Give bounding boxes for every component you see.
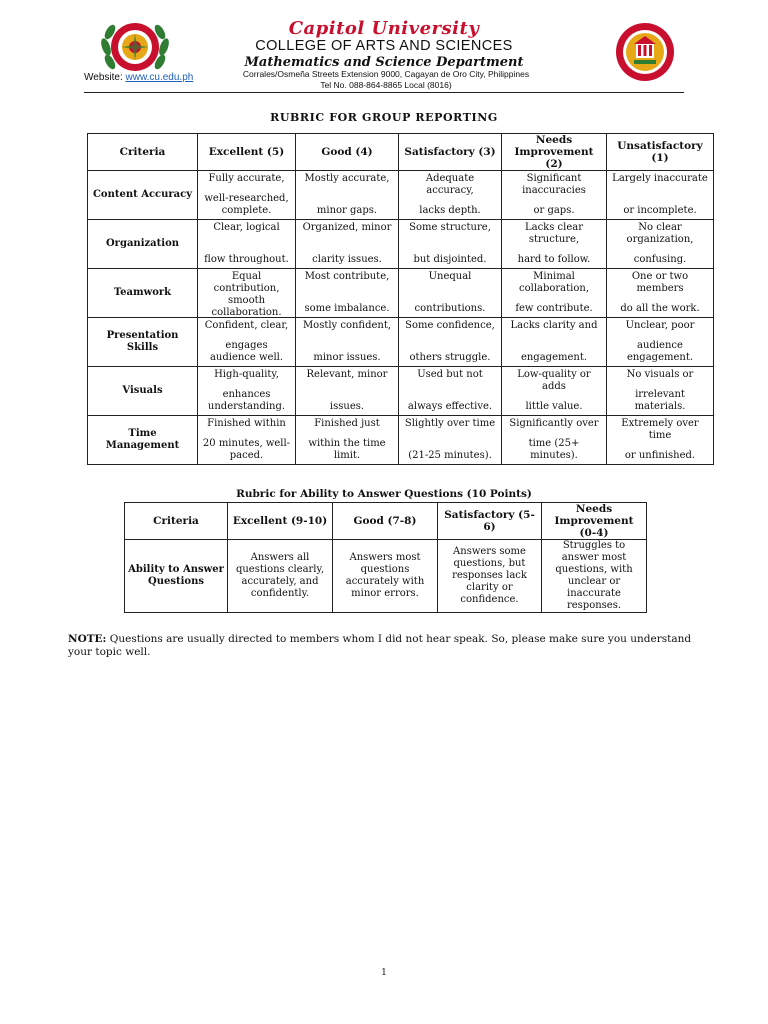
cell-text-top: Unclear, poor [625,320,695,331]
cell-text-bottom: little value. [525,401,583,412]
cell-text-top: Minimal collaboration, [519,271,589,294]
rubric-cell [502,269,607,318]
criteria-cell: Content Accuracy [88,171,198,220]
cell-text-bottom: audience engagement. [626,340,694,363]
cell-text-bottom: do all the work. [620,303,700,314]
cell-text-top: Used but not [417,369,483,380]
cell-text-bottom: clarity issues. [312,254,382,265]
table-row [125,540,647,613]
rubric-cell [198,367,296,416]
criteria-cell: Visuals [88,367,198,416]
college-name: COLLEGE OF ARTS AND SCIENCES [255,38,513,54]
rubric-cell: Answers some questions, but responses lack clarity or confidence. [438,540,542,613]
criteria-cell: Ability to Answer Questions [125,540,228,613]
cell-text-top: Significantly over [509,418,599,429]
website-line [84,72,193,83]
university-name: Capitol University [288,18,480,39]
rubric-cell [607,171,714,220]
university-seal-right-icon [612,22,678,82]
rubric-cell [502,318,607,367]
column-header: Excellent (5) [198,134,296,171]
rubric-cell [296,171,399,220]
cell-text-bottom: but disjointed. [413,254,487,265]
cell-text-top: Low-quality or adds [517,369,591,392]
cell-text-top: Finished just [314,418,380,429]
cell-text-bottom: contributions. [414,303,486,314]
rubric-cell [198,171,296,220]
qa-rubric-title: Rubric for Ability to Answer Questions (10 Points) [236,488,532,500]
table-row [88,220,714,269]
rubric-cell [502,367,607,416]
table-header-row [125,503,647,540]
cell-text-bottom: some imbalance. [304,303,390,314]
cell-text-top: Confident, clear, [204,320,289,331]
rubric-cell [607,367,714,416]
address-line: Corrales/Osmeña Streets Extension 9000, Cagayan de Oro City, Philippines [242,69,530,79]
cell-text-bottom: minor gaps. [316,205,378,216]
department-name: Mathematics and Science Department [244,55,524,70]
cell-text-top: Mostly confident, [302,320,392,331]
cell-text-bottom: 20 minutes, well-paced. [202,438,291,461]
column-header: Needs Improvement (0-4) [542,503,647,540]
cell-text-top: Equal contribution, [213,271,280,294]
rubric-cell [296,367,399,416]
letterhead [0,0,768,96]
header-divider [84,92,684,93]
rubric-cell: Answers most questions accurately with minor errors. [333,540,438,613]
cell-text-bottom: or gaps. [533,205,575,216]
group-reporting-rubric-table [87,133,714,465]
answer-questions-rubric-table [124,502,647,613]
cell-text-top: Relevant, minor [306,369,388,380]
cell-text-bottom: engagement. [520,352,588,363]
cell-text-top: Adequate accuracy, [425,173,475,196]
cell-text-top: Lacks clear structure, [524,222,584,245]
table-row [88,367,714,416]
rubric-cell [296,318,399,367]
cell-text-bottom: within the time limit. [308,438,386,461]
column-header: Criteria [125,503,228,540]
table-row [88,416,714,465]
table-row [88,171,714,220]
criteria-cell: Time Management [88,416,198,465]
cell-text-bottom: or unfinished. [624,450,696,461]
rubric-cell [198,220,296,269]
column-header: Criteria [88,134,198,171]
rubric-cell [198,269,296,318]
cell-text-top: Significant inaccuracies [522,173,586,196]
cell-text-bottom: enhances understanding. [207,389,286,412]
cell-text-top: Most contribute, [304,271,390,282]
cell-text-top: One or two members [631,271,689,294]
website-link[interactable]: www.cu.edu.ph [125,72,194,83]
cell-text-bottom: always effective. [407,401,493,412]
column-header: Excellent (9-10) [228,503,333,540]
criteria-cell: Teamwork [88,269,198,318]
cell-text-top: Finished within [207,418,286,429]
cell-text-top: Some confidence, [405,320,495,331]
column-header: Needs Improvement (2) [502,134,607,171]
address-block [236,69,536,91]
column-header: Satisfactory (5-6) [438,503,542,540]
column-header: Good (7-8) [333,503,438,540]
rubric-cell [607,416,714,465]
column-header: Good (4) [296,134,399,171]
cell-text-top: No clear organization, [626,222,694,245]
cell-text-bottom: others struggle. [409,352,491,363]
cell-text-top: High-quality, [214,369,279,380]
rubric-cell [399,220,502,269]
cell-text-bottom: engages audience well. [209,340,284,363]
column-header: Unsatisfactory (1) [607,134,714,171]
column-header: Satisfactory (3) [399,134,502,171]
cell-text-bottom: few contribute. [515,303,593,314]
cell-text-bottom: smooth collaboration. [211,295,282,318]
cell-text-bottom: (21-25 minutes). [408,450,492,461]
rubric-cell [198,416,296,465]
cell-text-top: Largely inaccurate [612,173,708,184]
rubric-cell [502,416,607,465]
rubric-cell [607,318,714,367]
criteria-cell: Presentation Skills [88,318,198,367]
table-row [88,318,714,367]
cell-text-bottom: well-researched, complete. [204,193,289,216]
note-label: NOTE: [68,633,107,645]
rubric-cell [198,318,296,367]
cell-text-bottom: minor issues. [313,352,381,363]
cell-text-bottom: hard to follow. [517,254,591,265]
cell-text-top: Extremely over time [621,418,699,441]
website-label: Website: [84,72,123,83]
note-text: Questions are usually directed to members whom I did not hear speak. So, please make sure you understand your topic well. [68,633,692,658]
rubric-cell [502,220,607,269]
rubric-cell [399,269,502,318]
cell-text-bottom: or incomplete. [623,205,697,216]
cell-text-top: Mostly accurate, [304,173,390,184]
criteria-cell: Organization [88,220,198,269]
cell-text-top: Unequal [428,271,472,282]
cell-text-top: Organized, minor [302,222,392,233]
cell-text-top: No visuals or [626,369,694,380]
cell-text-top: Fully accurate, [208,173,285,184]
phone-line: Tel No. 088-864-8865 Local (8016) [320,80,452,90]
rubric-cell [296,416,399,465]
rubric-cell [296,220,399,269]
cell-text-bottom: confusing. [633,254,687,265]
rubric-cell [399,318,502,367]
note-paragraph [68,633,708,659]
rubric-cell [607,269,714,318]
cell-text-bottom: flow throughout. [204,254,289,265]
rubric-cell [607,220,714,269]
cell-text-top: Some structure, [409,222,491,233]
rubric-title: RUBRIC FOR GROUP REPORTING [270,111,498,124]
table-header-row [88,134,714,171]
rubric-cell [296,269,399,318]
cell-text-bottom: lacks depth. [419,205,481,216]
page-number: 1 [381,968,387,978]
cell-text-bottom: time (25+ minutes). [528,438,580,461]
rubric-cell [399,367,502,416]
cell-text-top: Clear, logical [213,222,280,233]
rubric-cell [502,171,607,220]
rubric-cell: Answers all questions clearly, accurately, and confidently. [228,540,333,613]
cell-text-bottom: issues. [329,401,365,412]
rubric-cell [399,171,502,220]
rubric-cell: Struggles to answer most questions, with unclear or inaccurate responses. [542,540,647,613]
table-row [88,269,714,318]
rubric-cell [399,416,502,465]
cell-text-bottom: irrelevant materials. [634,389,686,412]
cell-text-top: Lacks clarity and [510,320,598,331]
cell-text-top: Slightly over time [404,418,496,429]
